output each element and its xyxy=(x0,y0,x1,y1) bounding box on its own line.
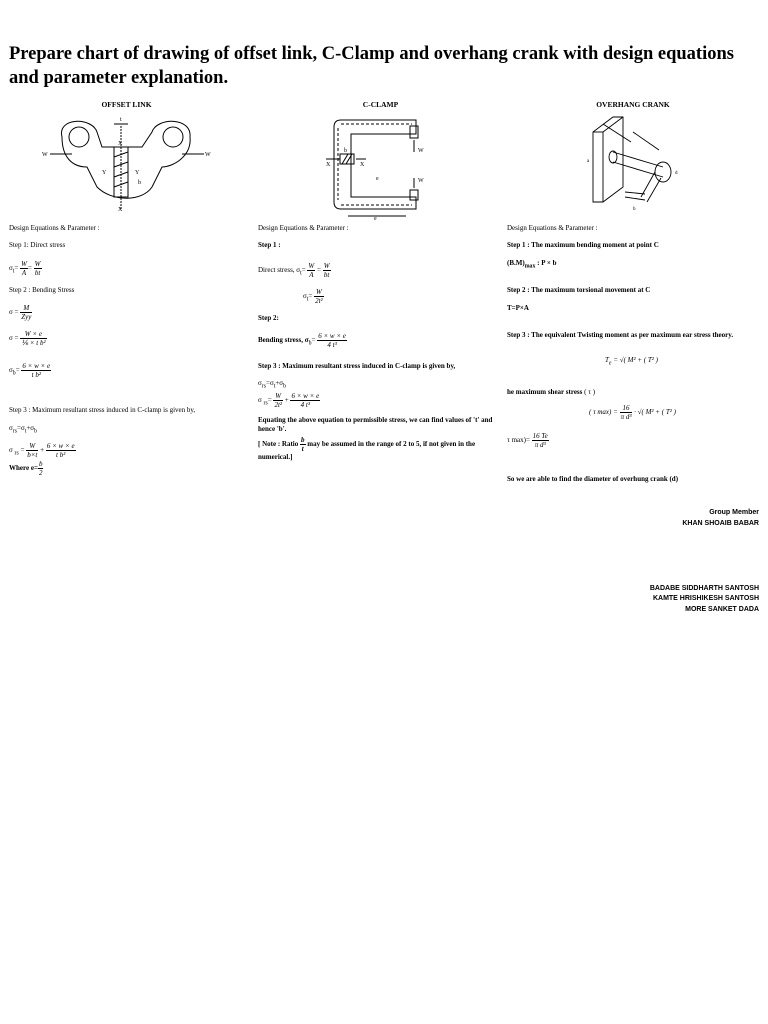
offset-eq-direct: $\sigma_t=$ $\frac{W}{A}$ = $\frac{W}{bt}$ xyxy=(9,260,41,277)
offset-step1: Step 1: Direct stress xyxy=(9,241,66,249)
svg-text:d: d xyxy=(675,171,678,176)
offset-eq-result1: $\sigma_{rs}=\sigma_t+\sigma_b$ xyxy=(9,424,38,435)
svg-text:W: W xyxy=(204,152,211,158)
c-clamp-eq-result1: $\sigma_{rs}=\sigma_t+\sigma_b$ xyxy=(258,379,287,390)
c-clamp-equating: Equating the above equation to permissible stress, we can find values of 't' and hence 'b'. xyxy=(258,416,493,433)
offset-step2: Step 2 : Bending Stress xyxy=(9,286,75,294)
offset-eq-bending1: σ = $\frac{M}{\text{Zyy}}$ xyxy=(9,304,32,321)
member-name-3: KAMTE HRISHIKESH SANTOSH xyxy=(652,595,759,602)
svg-text:W: W xyxy=(417,148,424,154)
offset-section-title: Design Equations & Parameter : xyxy=(9,224,100,232)
svg-text:W: W xyxy=(417,178,424,184)
svg-text:X: X xyxy=(117,141,122,147)
crank-section-title: Design Equations & Parameter : xyxy=(507,224,598,232)
crank-tau-eq1: ( τ max) = $\frac{16}{\text{π d³}}$ · √( M² + ( T² ) xyxy=(589,404,676,421)
svg-text:b: b xyxy=(633,207,636,212)
c-clamp-heading: C-CLAMP xyxy=(362,100,399,109)
svg-text:X: X xyxy=(325,162,330,168)
svg-text:e: e xyxy=(375,176,379,182)
svg-text:b: b xyxy=(343,148,347,154)
page-title: Prepare chart of drawing of offset link, C-Clamp and overhang crank with design equations and parameter explanation. xyxy=(9,44,734,88)
c-clamp-drawing xyxy=(326,112,436,220)
offset-where-label: Where e= xyxy=(9,464,38,473)
offset-link-column xyxy=(9,100,244,212)
c-clamp-step1: Step 1 : xyxy=(258,241,281,249)
offset-step3: Step 3 : Maximum resultant stress induced in C-clamp is given by, xyxy=(9,406,196,414)
svg-text:a: a xyxy=(587,159,590,164)
c-clamp-step2: Step 2: xyxy=(258,314,279,322)
c-clamp-eq-direct: Direct stress, $\sigma_t=$ $\frac{W}{A}$ = $\frac{W}{bt}$ xyxy=(258,262,330,279)
offset-eq-bending2: σ = $\frac{W \times e}{\text{⅙ × t b²}}$ xyxy=(9,330,46,347)
crank-step3: Step 3 : The equivalent Twisting moment as per maximum ear stress theory. xyxy=(507,331,734,339)
c-clamp-direct-label: Direct stress, σ xyxy=(258,266,301,275)
overhang-crank-column xyxy=(507,100,759,212)
c-clamp-note: [ Note : Ratio $\frac{b}{t}$ may be assumed in the range of 2 to 5, if not given in the numerical.] xyxy=(258,436,476,461)
svg-text:t: t xyxy=(119,117,122,123)
overhang-crank-drawing xyxy=(583,112,683,212)
crank-tau-eq2: τ max)= $\frac{16 Te}{\text{π d³}}$ xyxy=(507,432,548,449)
crank-step2: Step 2 : The maximum torsional movement at C xyxy=(507,286,651,294)
svg-text:Y: Y xyxy=(101,170,106,176)
svg-text:W: W xyxy=(41,152,48,158)
offset-link-drawing xyxy=(42,112,212,212)
c-clamp-note-b: may be assumed in the range of 2 to 5, if not given in the numerical.] xyxy=(258,440,476,461)
group-member-label: Group Member xyxy=(709,509,759,516)
crank-able: So we are able to find the diameter of overhung crank (d) xyxy=(507,475,679,483)
c-clamp-section-title: Design Equations & Parameter : xyxy=(258,224,349,232)
c-clamp-note-a: [ Note : Ratio xyxy=(258,440,299,449)
svg-text:e: e xyxy=(373,216,377,220)
overhang-crank-heading: OVERHANG CRANK xyxy=(596,100,670,109)
offset-link-heading: OFFSET LINK xyxy=(101,100,152,109)
c-clamp-eq-result2: σ $_{rs}$= $\frac{W}{\text{2t²}}$ + $\frac{6 \times w \times e}{\text{4 t³}}$ xyxy=(258,392,320,409)
crank-shear: he maximum shear stress ( τ ) xyxy=(507,388,596,396)
svg-text:X: X xyxy=(359,162,364,168)
c-clamp-eq-bending: Bending stress, $\sigma_b=$ $\frac{6 \times w \times e}{\text{4 t³}}$ xyxy=(258,332,346,349)
member-name-1: KHAN SHOAIB BABAR xyxy=(682,520,759,527)
crank-bm-eq xyxy=(507,259,557,271)
crank-shear-label: he maximum shear stress xyxy=(507,388,583,396)
c-clamp-step3: Step 3 : Maximum resultant stress induced in C-clamp is given by, xyxy=(258,362,456,370)
svg-text:b: b xyxy=(137,180,141,186)
c-clamp-bending-label: Bending stress, σ xyxy=(258,336,309,345)
c-clamp-column xyxy=(258,100,503,220)
crank-step1: Step 1 : The maximum bending moment at point C xyxy=(507,241,659,249)
offset-eq-result2: σ $_{rs}$ = $\frac{W}{b\times t}$ + $\frac{6 \times w \times e}{\text{t b²}}$ xyxy=(9,442,75,459)
c-clamp-eq-direct2: $\sigma_t=$ $\frac{W}{\text{2t²}}$ xyxy=(303,288,323,305)
svg-text:Y: Y xyxy=(134,170,139,176)
member-name-2: BADABE SIDDHARTH SANTOSH xyxy=(649,585,759,592)
crank-t-eq: T=P×A xyxy=(507,304,529,312)
svg-text:X: X xyxy=(117,207,122,212)
crank-bm-label: (B.M) xyxy=(507,259,525,267)
member-name-4: MORE SANKET DADA xyxy=(685,606,759,613)
crank-bm-value: : P × b xyxy=(537,259,557,267)
offset-eq-bending3: $\sigma_b=$ $\frac{6 \times w \times e}{\text{t b²}}$ xyxy=(9,362,51,379)
offset-eq-where: Where e= $\frac{b}{2}$ xyxy=(9,460,43,477)
crank-te-eq: $T_e$ = √( M² + ( T² ) xyxy=(605,356,658,367)
crank-bm-sub: max xyxy=(524,263,536,270)
